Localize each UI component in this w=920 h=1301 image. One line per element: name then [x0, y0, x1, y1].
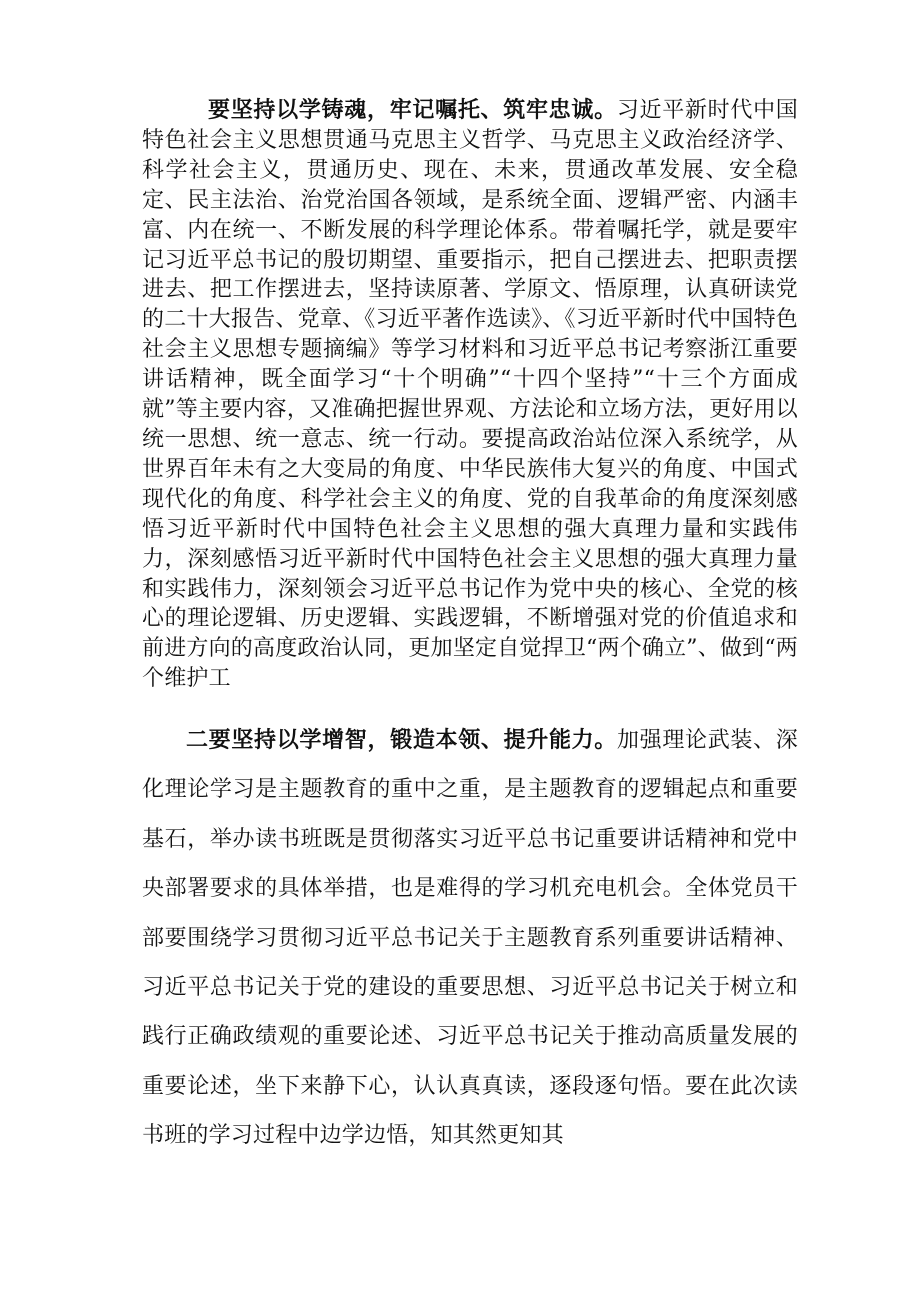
- paragraph-1-lead: 要坚持以学铸魂，牢记嘱托、筑牢忠诚。: [208, 98, 617, 123]
- paragraph-2: [142, 716, 798, 1161]
- paragraph-1-body: 习近平新时代中国特色社会主义思想贯通马克思主义哲学、马克思主义政治经济学、科学社会主义，贯通历史、现在、未来，贯通改革发展、安全稳定、民主法治、治党治国各领域，是系统全面、逻辑严密、内涵丰富、内在统一、不断发展的科学理论体系。带着嘱托学，就是要牢记习近平总书记的殷切期望、重要指示，把自己摆进去、把职责摆进去、把工作摆进去，坚持读原著、学原文、悟原理，认真研读党的二十大报告、党章、《习近平著作选读》、《习近平新时代中国特色社会主义思想专题摘编》等学习材料和习近平总书记考察浙江重要讲话精神，既全面学习“十个明确”“十四个坚持”“十三个方面成就”等主要内容，又准确把握世界观、方法论和立场方法，更好用以统一思想、统一意志、统一行动。要提高政治站位深入系统学，从世界百年未有之大变局的角度、中华民族伟大复兴的角度、中国式现代化的角度、科学社会主义的角度、党的自我革命的角度深刻感悟习近平新时代中国特色社会主义思想的强大真理力量和实践伟力，深刻感悟习近平新时代中国特色社会主义思想的强大真理力量和实践伟力，深刻领会习近平总书记作为党中央的核心、全党的核心的理论逻辑、历史逻辑、实践逻辑，不断增强对党的价值追求和前进方向的高度政治认同，更加坚定自觉捍卫“两个确立”、做到“两个维护工: [142, 98, 798, 692]
- paragraph-2-body: 加强理论武装、深化理论学习是主题教育的重中之重，是主题教育的逻辑起点和重要基石，举办读书班既是贯彻落实习近平总书记重要讲话精神和党中央部署要求的具体举措，也是难得的学习机充电机会。全体党员干部要围绕学习贯彻习近平总书记关于主题教育系列重要讲话精神、习近平总书记关于党的建设的重要思想、习近平总书记关于树立和践行正确政绩观的重要论述、习近平总书记关于推动高质量发展的重要论述，坐下来静下心，认认真真读，逐段逐句悟。要在此次读书班的学习过程中边学边悟，知其然更知其: [142, 728, 798, 1149]
- paragraph-1: [142, 96, 798, 694]
- paragraph-2-lead: 二要坚持以学增智，锻造本领、提升能力。: [186, 728, 617, 753]
